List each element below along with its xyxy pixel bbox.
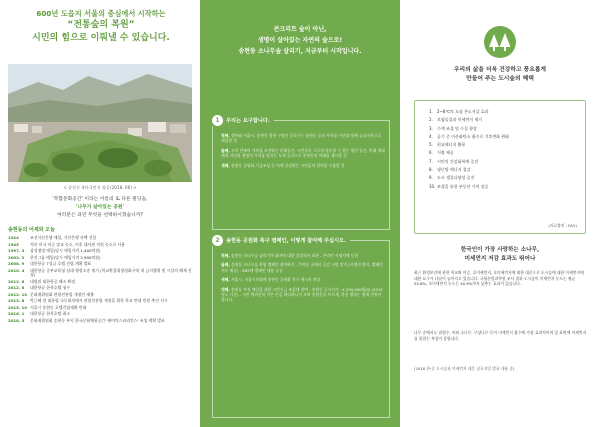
panel-campaign	[200, 0, 400, 427]
benefit-item: 2. 오염물질과 미세먼지 제거	[429, 117, 483, 123]
benefit-text: 수계 조절 및 수질 향상	[437, 125, 477, 131]
history-year: 2016. 1	[8, 311, 25, 317]
participation-item	[221, 253, 385, 258]
participation-list	[221, 253, 385, 307]
history-year: 1924	[8, 235, 19, 240]
benefits-heading	[410, 66, 590, 84]
section-number-badge: 2	[212, 235, 223, 246]
pine-paragraph-1: 최근 환경보건에 관한 학교와 미승, 호미세먼지, 호미세먼지에 대한 대중으로 도시숲에 대한 미세먼지에 대한 요구가 나날이 늘어지고 있습니다. 국립산림과학원 조사 결과 도시숲이 미세먼지 농도는 평균 25.6%, 초미세먼지 농도는 40.9%까지 낮추는 효과가 있습니다.	[414, 270, 584, 287]
history-title: 송현동의 어제와 오늘	[8, 227, 55, 233]
history-event: 대법원 대한항공 패소 확정	[30, 278, 76, 284]
benefit-text: 현교에너지 활용	[437, 142, 466, 148]
panel-history	[0, 0, 200, 427]
participation-text: 송현동 부지 매입을 위한 시민기금 조성에 참여 - 송현동 공시지가 : 4,350,000원/㎡ (2015년도 기준) - 시민 여러분의 작은 손길 하나하나가 모여 송현동을 푸르게, 촉진 행자는 원에 인원이 됩니다.	[221, 286, 383, 303]
history-row	[8, 293, 194, 298]
history-row	[8, 249, 194, 254]
benefit-item: 1. 2~8℃의 도심 온도저감 효과	[429, 109, 489, 114]
history-event: 대한항공 중부교육청 심대 행정소송 제기 (학교환경위생정화구역 내 금지행위 및 시설의 해제 신청)	[30, 267, 192, 278]
participation-label: 셋째,	[221, 277, 230, 283]
benefit-text: 도시 생물다양성 증진	[437, 175, 475, 181]
history-year: 2012. 8	[8, 285, 25, 291]
history-event: 대한항공 한옥호텔 취소	[30, 311, 71, 317]
history-row	[8, 299, 194, 304]
title-line-2: “전통숲의 복원”	[67, 20, 135, 30]
benefit-item: 6. 식량 제공	[429, 150, 454, 156]
history-row	[8, 243, 194, 248]
intro-line-2: 생명이 살아있는 자연의 숲으로!	[257, 37, 343, 44]
history-event: 박근혜 전 대통령 국무회의에서 관광진흥법 개정을 위한 학교 반대 민원 추진 지시	[30, 298, 168, 304]
history-year: 2008. 9	[8, 261, 25, 266]
benefit-item: 9. 도시 생물다양성 증진	[429, 175, 475, 181]
pine-heading-line-1: 한국인이 가장 사랑하는 소나무,	[460, 247, 540, 253]
benefit-text: 2~8℃의 도심 온도저감 효과	[437, 109, 489, 114]
participation-label: 넷째,	[221, 286, 230, 292]
history-year: 2002. 2	[8, 254, 25, 260]
choice-quote	[8, 196, 192, 220]
panel1-title	[10, 8, 192, 45]
title-line-1: 600년 도읍지 서울의 중심에서 시작하는	[36, 9, 166, 18]
history-year: 1997. 3	[8, 248, 25, 253]
participation-label: 첫째,	[221, 253, 230, 258]
demand-label: 셋째,	[221, 162, 230, 168]
history-row	[8, 286, 194, 291]
benefit-item: 4. 공기 중 이산화탄소 흡수로 기후변화 완화	[429, 133, 510, 139]
history-row	[8, 262, 194, 267]
pine-heading-line-2: 미세먼지 저감 효과도 뛰어나	[464, 256, 536, 262]
participation-section	[212, 237, 390, 418]
history-event: 대한항공 7성급 호텔 건립 계획 발표	[30, 261, 92, 266]
history-year: 2015. 10	[8, 304, 28, 310]
title-line-3: 시민의 힘으로 이뤄낼 수 있습니다.	[32, 33, 170, 43]
intro-line-1: 콘크리트 숲이 아닌,	[273, 26, 327, 33]
benefit-item: 7. 시민의 건강회복에 증진	[429, 158, 479, 164]
demands-title: 우리는 요구합니다.	[226, 118, 270, 124]
participation-header	[212, 235, 350, 246]
aerial-photo	[8, 64, 192, 182]
history-year: 2012. 6	[8, 278, 25, 284]
intro-line-3: 송현동 소나무숲 살리기, 지금부터 시작입니다.	[238, 48, 362, 55]
history-event: 문화재위원회 관광진흥법 개정안 제출	[30, 291, 94, 297]
history-row	[8, 312, 194, 317]
demands-list	[221, 133, 385, 172]
history-event: 삼성생명 매입(당시 매입가격 1,400억원)	[30, 248, 101, 253]
benefit-text: 냉난방 에너지 절감	[437, 167, 471, 173]
benefit-item: 3. 수계 조절 및 수질 향상	[429, 125, 477, 131]
participation-title: 송현동 공원화 촉구 캠페인, 이렇게 참여해 주십시오.	[226, 238, 347, 244]
participation-text: 송현동 소나무숲 복원 캠페인 참여하기 - 가까운 곳에서 공감 서명 받기 (서명지 양식, 캠페인 키트 제공) - SNS에 캠페인 내용 공유	[221, 262, 383, 273]
history-row	[8, 280, 194, 285]
demand-text: 정부와 서울시, 송현동 경향 구청인 중로구는 송현동 공터 부지를 시민과 함께 공공자산으로 매입할 것	[221, 133, 382, 144]
benefit-item: 8. 냉난방 에너지 절감	[429, 167, 471, 173]
photo-caption: < 송현동 4차-1번지 항공(2018. 06) >	[63, 185, 137, 190]
demands-header	[212, 115, 274, 126]
benefits-heading-line-2: 만들어 주는 도시숲의 혜택	[466, 76, 534, 82]
tree-icon	[484, 26, 516, 58]
history-row	[8, 256, 194, 261]
section-number-badge: 1	[212, 115, 223, 126]
history-row	[8, 236, 194, 241]
history-row	[8, 269, 194, 279]
history-year: 2013. 8	[8, 298, 25, 304]
participation-label: 둘째,	[221, 262, 230, 268]
history-event: 조선식산은행 매입, 식산은행 사택 건설	[30, 235, 97, 240]
benefits-box	[414, 100, 586, 234]
quote-line-1: '복합문화공간' 이라는 이름의 또 다른 빌딩숲,	[52, 197, 148, 202]
history-event: 서울시 송현동 호텔건립계획 반대	[30, 304, 87, 310]
history-timeline	[8, 236, 194, 325]
quote-line-2: '나무가 살아있는 공원'	[76, 205, 124, 210]
history-year: 1945	[8, 241, 19, 247]
participation-item	[221, 262, 385, 273]
history-row	[8, 319, 194, 324]
demand-label: 둘째,	[221, 147, 230, 153]
demand-item	[221, 148, 385, 159]
demand-item	[221, 133, 385, 144]
participation-item	[221, 277, 385, 282]
pine-paragraph-2: 나무 중에서도 침엽수, 특히 소나무, 구상나무 등이 미세먼지 흡수에 가장 효과적이며 잎 표면에 미세먼지를 붙잡는 특성이 강합니다.	[414, 330, 587, 341]
participation-text: 서울시, 서울시의회에 송현동 공원화 촉구 메시지 전달	[231, 277, 321, 283]
benefit-text: 공기 중 이산화탄소 흡수로 기후변화 완화	[437, 133, 510, 139]
demands-section	[212, 117, 390, 230]
benefit-text: 식량 제공	[437, 150, 454, 156]
history-row	[8, 306, 194, 311]
pine-source: (2018 한·중 도시숲과 미세먼지 대응 심포지엄 발표 내용 중)	[414, 366, 515, 371]
aerial-photo-illustration	[8, 64, 192, 182]
demand-item	[221, 163, 385, 168]
benefits-list	[429, 109, 579, 192]
campaign-intro	[210, 24, 390, 57]
tree-icon-graphic	[484, 26, 516, 58]
benefit-text: 시민의 건강회복에 증진	[437, 158, 479, 164]
benefit-item: 10. 조경을 통한 부동산 가치 상승	[429, 183, 489, 189]
benefit-source: (자료출처 : FAO)	[548, 223, 577, 228]
benefits-heading-line-1: 우리의 삶을 더욱 건강하고 풍요롭게	[453, 67, 547, 73]
participation-text: 송현동 소나무숲 살리기의 취지에 대한 공감의사 표현 - 온라인 서명지에 동참	[231, 253, 359, 258]
benefit-text: 오염물질과 미세먼지 제거	[437, 117, 483, 123]
participation-item	[221, 287, 385, 303]
benefit-item: 5. 현교에너지 활용	[429, 142, 466, 148]
benefit-text: 조경을 통한 부동산 가치 상승	[437, 183, 489, 189]
quote-line-3: 여러분은 과연 무엇을 선택하시겠습니까?	[57, 213, 143, 218]
history-year: 2010. 4	[8, 267, 25, 273]
history-year: 2018. 5	[8, 317, 25, 323]
history-event: 대한항공 한옥호텔 청구	[30, 285, 71, 291]
demand-text: 우리 민족의 가치를 보전하는 문화공간, 시민들이 그로개 향유할 수 있는 열린 공간, 미래 세대에게 자연과 생명의 가치를 알리는 녹색 공간으로 송현동의 미래를 제시할 것	[221, 147, 385, 159]
history-event: 한진그룹 매입(당시 매입가격 2,900억원)	[30, 254, 101, 260]
panel-benefits	[400, 0, 600, 427]
history-event: 적산 미국 미군 장교 숙소, 이후 대사관 직원 숙소로 사용	[30, 241, 126, 247]
pine-heading	[410, 246, 590, 264]
demand-text: 송현동 공원화 기금조성 등 이에 공감하는 시민들의 참여를 수용할 것	[231, 162, 345, 168]
history-year: 2012. 10	[8, 291, 28, 297]
history-event: 문화재위원회 송현동 부지 한국문화체험공간 '케이익스피리언스' 조성 계획 발표	[30, 317, 165, 323]
demand-label: 첫째,	[221, 133, 230, 138]
